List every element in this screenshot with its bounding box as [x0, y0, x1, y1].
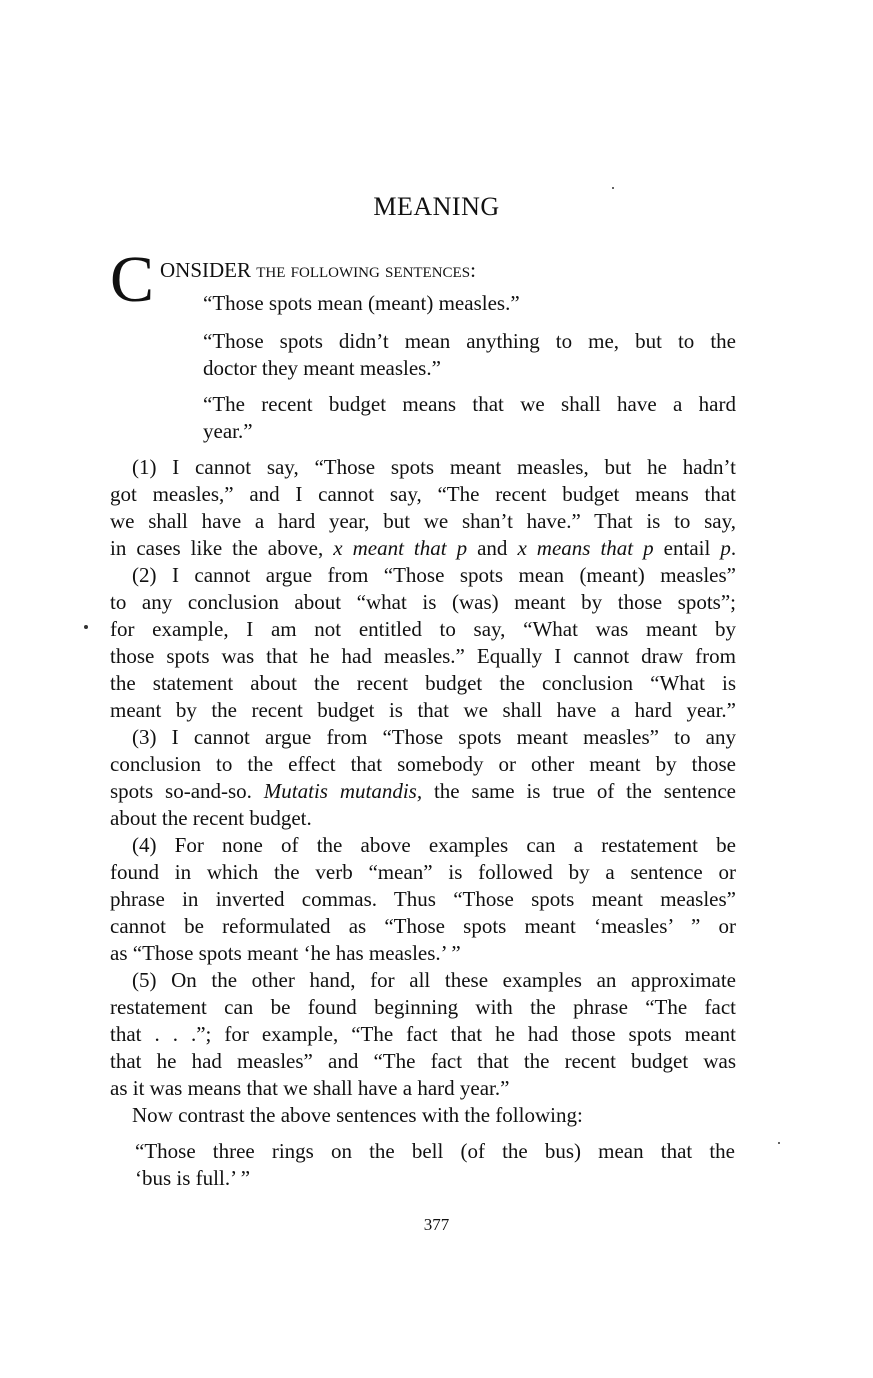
bus-quote-line-1: “Those three rings on the bell (of the bus) mean that the [135, 1139, 735, 1163]
bus-quote-line-2: ‘bus is full.’ ” [135, 1166, 251, 1190]
paragraph-4-line: (4) For none of the above examples can a restatement be [132, 833, 736, 857]
margin-speck [778, 1142, 780, 1144]
margin-speck [84, 625, 88, 629]
example-quote-2-line-2: doctor they meant measles.” [203, 356, 441, 380]
contrast-line: Now contrast the above sentences with the following: [132, 1103, 583, 1127]
paragraph-3-line: (3) I cannot argue from “Those spots meant measles” to any [132, 725, 736, 749]
example-quote-1: “Those spots mean (meant) measles.” [203, 291, 520, 315]
paragraph-2-line: meant by the recent budget is that we shall have a hard year.” [110, 698, 736, 722]
paragraph-1-line: we shall have a hard year, but we shan’t have.” That is to say, [110, 509, 736, 533]
paragraph-4-line: cannot be reformulated as “Those spots meant ‘measles’ ” or [110, 914, 736, 938]
paragraph-5-line: that he had measles” and “The fact that the recent budget was [110, 1049, 736, 1073]
paragraph-4-line: phrase in inverted commas. Thus “Those spots meant measles” [110, 887, 736, 911]
paragraph-2-line: those spots was that he had measles.” Equally I cannot draw from [110, 644, 736, 668]
example-quote-3-line-1: “The recent budget means that we shall have a hard [203, 392, 736, 416]
paragraph-1-last-line: in cases like the above, x meant that p and x means that p entail p. [110, 536, 737, 560]
paragraph-2-line: the statement about the recent budget the conclusion “What is [110, 671, 736, 695]
paragraph-5-line: (5) On the other hand, for all these examples an approximate [132, 968, 736, 992]
paragraph-2-line: for example, I am not entitled to say, “What was meant by [110, 617, 736, 641]
paragraph-1-line: (1) I cannot say, “Those spots meant measles, but he hadn’t [132, 455, 736, 479]
paragraph-4-line: found in which the verb “mean” is followed by a sentence or [110, 860, 736, 884]
paragraph-3-last-line: about the recent budget. [110, 806, 312, 830]
example-quote-2-line-1: “Those spots didn’t mean anything to me, but to the [203, 329, 736, 353]
paragraph-5-line: as it was means that we shall have a hard year.” [110, 1076, 510, 1100]
paragraph-2-line: to any conclusion about “what is (was) meant by those spots”; [110, 590, 736, 614]
page-number: 377 [423, 1215, 450, 1234]
example-quote-3-line-2: year.” [203, 419, 253, 443]
opening-text: ONSIDER the following sentences: [160, 258, 476, 282]
paragraph-1-line: got measles,” and I cannot say, “The recent budget means that [110, 482, 736, 506]
paragraph-5-line: restatement can be found beginning with the phrase “The fact [110, 995, 736, 1019]
drop-cap: C [110, 243, 155, 316]
paragraph-2-line: (2) I cannot argue from “Those spots mean (meant) measles” [132, 563, 736, 587]
chapter-title: MEANING [373, 192, 500, 221]
paragraph-3-line: conclusion to the effect that somebody or other meant by those [110, 752, 736, 776]
opening-line [160, 257, 476, 284]
paragraph-5-line: that . . .”; for example, “The fact that he had those spots meant [110, 1022, 736, 1046]
paragraph-4-line: as “Those spots meant ‘he has measles.’ ” [110, 941, 461, 965]
paragraph-3-line: spots so-and-so. Mutatis mutandis, the same is true of the sentence [110, 779, 736, 803]
margin-speck [612, 187, 614, 189]
